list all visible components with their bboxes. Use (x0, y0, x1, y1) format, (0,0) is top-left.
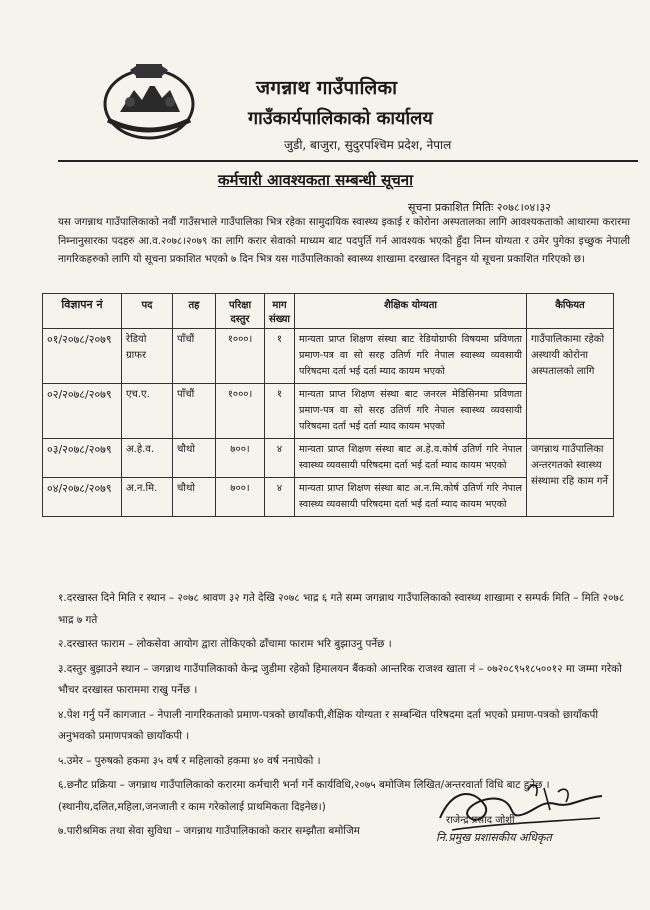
header-rule (58, 160, 638, 162)
table-header-row (43, 294, 614, 329)
cell-level: चौथो (173, 478, 216, 517)
cell-ad-no: ०४/२०७८/२०७९ (43, 478, 122, 517)
cell-post: एच.ए. (122, 384, 173, 439)
condition-item: १.दरखास्त दिने मिति र स्थान – २०७८ श्रावण ३२ गते देखि २०७८ भाद्र ६ गते सम्म जगन्नाथ गाउँपालिकाको स्वास्थ्य शाखामा र सम्पर्क मिति – मिति २०७८ भाद्र ७ गते (58, 592, 625, 626)
cell-demand: १ (265, 329, 295, 384)
header-qualification: शैक्षिक योग्यता (295, 294, 527, 329)
header-post: पद (122, 294, 173, 329)
header-level: तह (173, 294, 216, 329)
cell-ad-no: ०२/२०७८/२०७९ (43, 384, 122, 439)
cell-post: अ.हे.व. (122, 439, 173, 478)
cell-fee: १०००। (216, 384, 265, 439)
cell-ad-no: ०३/२०७८/२०७९ (43, 439, 122, 478)
cell-qualification: मान्यता प्राप्त शिक्षण संस्था बाट जनरल मेडिसिनमा प्रविणता प्रमाण-पत्र वा सो सरह उतिर्ण गरि नेपाल स्वास्थ्य व्यवसायी परिषदमा दर्ता भई दर्ता म्याद कायम भएको (295, 384, 527, 439)
office-address: जुडी, बाजुरा, सुदुरपश्चिम प्रदेश, नेपाल (284, 138, 452, 152)
cell-ad-no: ०१/२०७८/२०७९ (43, 329, 122, 384)
condition-item: २.दरखास्त फाराम – लोकसेवा आयोग द्वारा तोकिएको ढाँचामा फाराम भरि बुझाउनु पर्नेछ । (58, 638, 392, 650)
header-fee: परिक्षा दस्तुर (216, 294, 265, 329)
cell-remarks: गाउँपालिकामा रहेको अस्थायी कोरोना अस्पतालको लागि (527, 329, 614, 439)
condition-item: ४.पेश गर्नु पर्ने कागजात – नेपाली नागरिकताको प्रमाण-पत्रको छायाँकपी,शैक्षिक योग्यता र सम्बन्धित परिषदमा दर्ता भएको प्रमाण-पत्रको छायाँकपी अनुभवको प्रमाणपत्रको छायाँकपी । (58, 708, 599, 742)
table-row (43, 439, 614, 478)
cell-post: रेडियो ग्राफर (122, 329, 173, 384)
cell-remarks: जगन्नाथ गाउँपालिका अन्तरगतको स्वास्थ्य संस्थामा रहि काम गर्ने (527, 439, 614, 517)
cell-post: अ.न.मि. (122, 478, 173, 517)
cell-demand: ४ (265, 439, 295, 478)
cell-fee: ७००। (216, 439, 265, 478)
header-remarks: कैफियत (527, 294, 614, 329)
signatory-title: नि.प्रमुख प्रशासकीय अधिकृत (436, 831, 552, 844)
cell-fee: १०००। (216, 329, 265, 384)
office-name: गाउँकार्यपालिकाको कार्यालय (248, 108, 433, 129)
cell-demand: १ (265, 384, 295, 439)
cell-level: पाँचौं (173, 329, 216, 384)
cell-qualification: मान्यता प्राप्त शिक्षण संस्था बाट अ.न.मि.कोर्ष उतिर्ण गरि नेपाल स्वास्थ्य व्यवसायी परिषदमा दर्ता भई दर्ता म्याद कायम भएको (295, 478, 527, 517)
cell-qualification: मान्यता प्राप्त शिक्षण संस्था बाट रेडियोग्राफी विषयमा प्रविणता प्रमाण-पत्र वा सो सरह उतिर्ण गरि नेपाल स्वास्थ्य व्यवसायी परिषदमा दर्ता भई दर्ता म्याद कायम भएको (295, 329, 527, 384)
table-row (43, 329, 614, 384)
cell-level: चौथो (173, 439, 216, 478)
published-date: सूचना प्रकाशित मितिः २०७८।०४।३२ (408, 201, 551, 214)
header-demand: माग संख्या (265, 294, 295, 329)
cell-fee: ७००। (216, 478, 265, 517)
condition-item: ५.उमेर – पुरुषको हकमा ३५ वर्ष र महिलाको हकमा ४० वर्ष ननाघेको । (58, 754, 321, 767)
vacancy-table (42, 293, 614, 517)
cell-demand: ४ (265, 478, 295, 517)
notice-title: कर्मचारी आवश्यकता सम्बन्धी सूचना (218, 171, 414, 189)
nepal-emblem-logo (100, 56, 198, 144)
header-ad-no: विज्ञापन नं (43, 294, 122, 329)
condition-item: ६.छनौट प्रक्रिया – जगन्नाथ गाउँपालिकाको करारमा कर्मचारी भर्ना गर्ने कार्यविधि,२०७५ बमोजिम लिखित/अन्तरवार्ता विधि बाट हुनेछ ।(स्थानीय,दलित,महिला,जनजाती र काम गरेकोलाई प्राथमिकता दिइनेछ।) (58, 779, 550, 813)
municipality-name: जगन्नाथ गाउँपालिका (256, 77, 398, 99)
cell-qualification: मान्यता प्राप्त शिक्षण संस्था बाट अ.हे.व.कोर्ष उतिर्ण गरि नेपाल स्वास्थ्य व्यवसायी परिषदमा दर्ता भई दर्ता म्याद कायम भएको (295, 439, 527, 478)
intro-paragraph: यस जगन्नाथ गाउँपालिकाको नवौं गाउँसभाले गाउँपालिका भित्र रहेका सामुदायिक स्वास्थ्य इकाई र कोरोना अस्पतालका लागि आवश्यकताको आधारमा करारमा निम्नानुसारका पदहरु आ.व.२०७८।२०७९ का लागि करार सेवाको माध्यम बाट पदपुर्ति गर्न आवश्यक भएको हुँदा निम्न योग्यता र उमेर पुगेका इच्छुक नेपाली नागरिकहरुको लागि यो सूचना प्रकाशित भएको ७ दिन भित्र यस गाउँपालिकाको स्वास्थ्य शाखामा दरखास्त दिनहुन यो सूचना प्रकाशित गरिएको छ। (58, 217, 630, 265)
condition-item: ७.पारीश्रमिक तथा सेवा सुविधा – जगन्नाथ गाउँपालिकाको करार सम्झौता बमोजिम (58, 825, 360, 837)
signatory-name: राजेन्द्र प्रसाद जोशी (446, 815, 515, 826)
cell-level: पाँचौं (173, 384, 216, 439)
condition-item: ३.दस्तुर बुझाउने स्थान – जगन्नाथ गाउँपालिकाको केन्द्र जुडीमा रहेको हिमालयन बैंकको आन्तरिक राजश्व खाता नं – ०७२०८९५१८५००१२ मा जम्मा गरेको भौचर दरखास्त फाराममा राखु पर्नेछ । (58, 662, 622, 696)
